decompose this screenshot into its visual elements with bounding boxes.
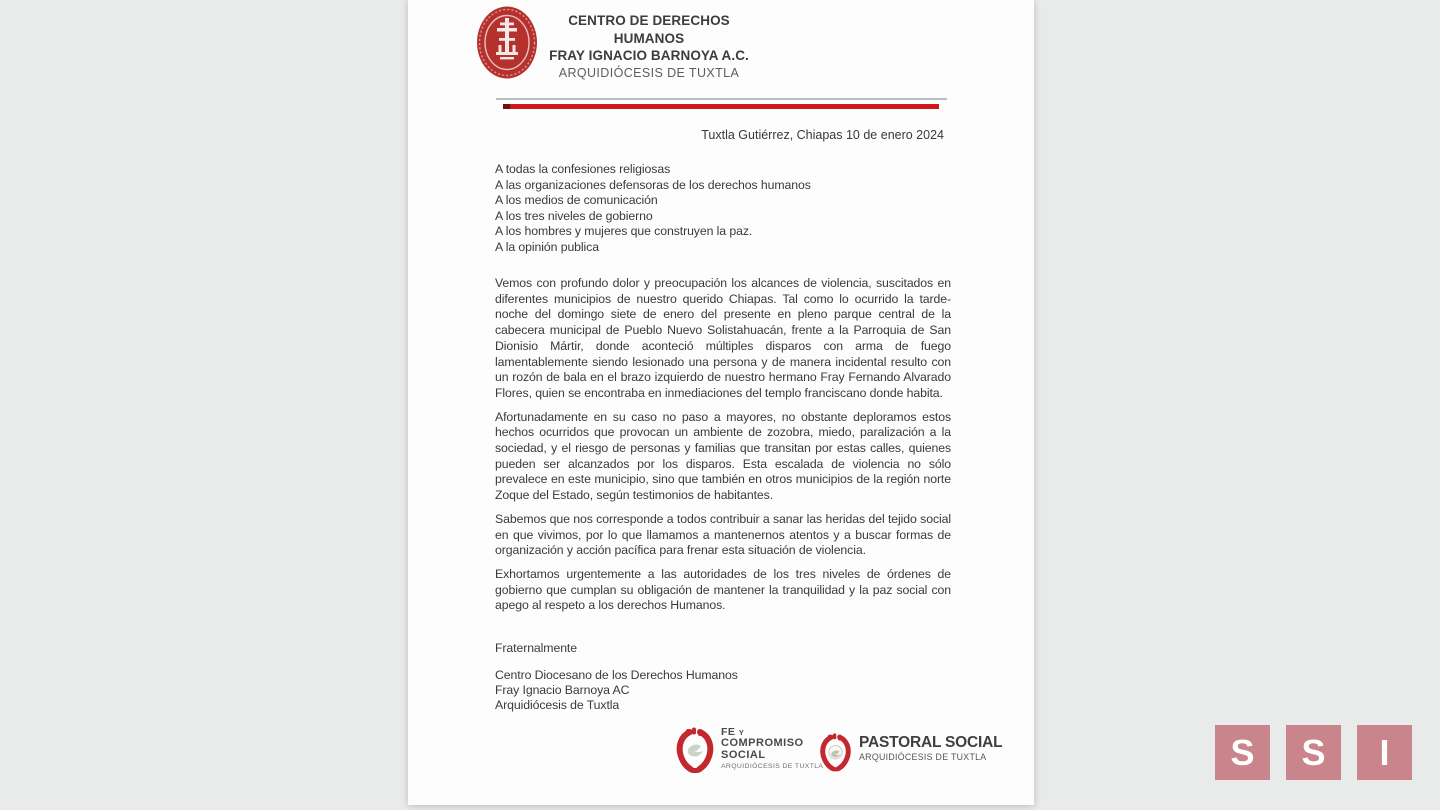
recipient-line: A las organizaciones defensoras de los derechos humanos — [495, 177, 811, 192]
red-hands-dove-emblem-icon — [674, 727, 716, 775]
recipient-line: A la opinión publica — [495, 239, 599, 254]
dateline: Tuxtla Gutiérrez, Chiapas 10 de enero 2024 — [701, 128, 944, 142]
letterhead — [536, 12, 762, 82]
paragraph-1: Vemos con profundo dolor y preocupación los alcances de violencia, suscitados en diferentes municipios de nuestro querido Chiapas. Tal como lo ocurrido la tarde-noche del domingo siete de enero del presente en pleno parque central de la cabecera municipal de Pueblo Nuevo Solistahuacán, frente a la Parroquia de San Dionisio Mártir, donde aconteció múltiples disparos con arma de fuego lamentablemente siendo lesionado una persona y de manera incidental resulto con un rozón de bala en el brazo izquierdo de nuestro hermano Fray Fernando Alvarado Flores, quien se encontraba en inmediaciones del templo franciscano donde habita. — [495, 276, 951, 400]
logo-pastoral-text — [859, 735, 1002, 762]
logo-pastoral-subtitle: ARQUIDIÓCESIS DE TUXTLA — [859, 752, 987, 762]
header-divider-gray-rule — [496, 98, 947, 100]
ssi-watermark-letter-1: S — [1215, 725, 1270, 780]
letter-document-page — [408, 0, 1034, 805]
header-divider-red-rule — [503, 104, 939, 109]
logo-pastoral-social — [818, 730, 1002, 776]
paragraph-2: Afortunadamente en su caso no paso a mayores, no obstante deploramos estos hechos ocurridos que provocan un ambiente de zozobra, miedo, paralización a la sociedad, y el riesgo de personas y familias que transitan por estas calles, quienes pueden ser alcanzados por los disparos. Esta escalada de violencia no sólo prevalece en este municipio, sino que también en otros municipios de la región norte Zoque del Estado, según testimonios de habitantes. — [495, 409, 951, 503]
logo-fe-text — [721, 727, 823, 770]
letterhead-line-2: FRAY IGNACIO BARNOYA A.C. — [549, 48, 749, 63]
recipient-line: A los medios de comunicación — [495, 193, 658, 207]
letterhead-line-3: ARQUIDIÓCESIS DE TUXTLA — [558, 65, 740, 80]
red-hands-dove-emblem-icon — [818, 730, 853, 776]
recipient-line: A los hombres y mujeres que construyen la paz. — [495, 224, 753, 238]
paragraph-4: Exhortamos urgentemente a las autoridades de los tres niveles de órdenes de gobierno que cumplan su obligación de mantener la tranquilidad y la paz social con apego al respeto a los derechos Humanos. — [495, 566, 951, 613]
logo-fe-line-3: SOCIAL — [721, 748, 766, 761]
ssi-watermark-letter-2: S — [1286, 725, 1341, 780]
logo-fe-compromiso-social — [674, 727, 823, 775]
recipient-line: A todas la confesiones religiosas — [495, 162, 671, 176]
letterhead-line-1: CENTRO DE DERECHOS HUMANOS — [568, 13, 730, 46]
logo-pastoral-title: PASTORAL SOCIAL — [859, 734, 1003, 751]
closing-salutation: Fraternalmente — [495, 641, 577, 656]
diocesan-seal-icon — [476, 5, 538, 80]
recipients-list — [495, 162, 951, 255]
ssi-watermark-letter-3: I — [1357, 725, 1412, 780]
recipient-line: A los tres niveles de gobierno — [495, 208, 653, 223]
paragraph-3: Sabemos que nos corresponde a todos contribuir a sanar las heridas del tejido social en que vivimos, por lo que llamamos a mantenernos atentos y a buscar formas de organización y acción pacífica para frenar esta situación de violencia. — [495, 511, 951, 558]
signature-block — [495, 668, 951, 714]
letter-body — [495, 162, 951, 713]
logo-fe-line-1: FE Y — [721, 726, 745, 738]
logo-fe-line-2: COMPROMISO — [721, 737, 804, 749]
logo-fe-subtitle: ARQUIDIÓCESIS DE TUXTLA — [721, 763, 824, 770]
signature-line: Arquidiócesis de Tuxtla — [495, 698, 620, 713]
signature-line: Centro Diocesano de los Derechos Humanos — [495, 667, 738, 682]
signature-line: Fray Ignacio Barnoya AC — [495, 682, 630, 697]
